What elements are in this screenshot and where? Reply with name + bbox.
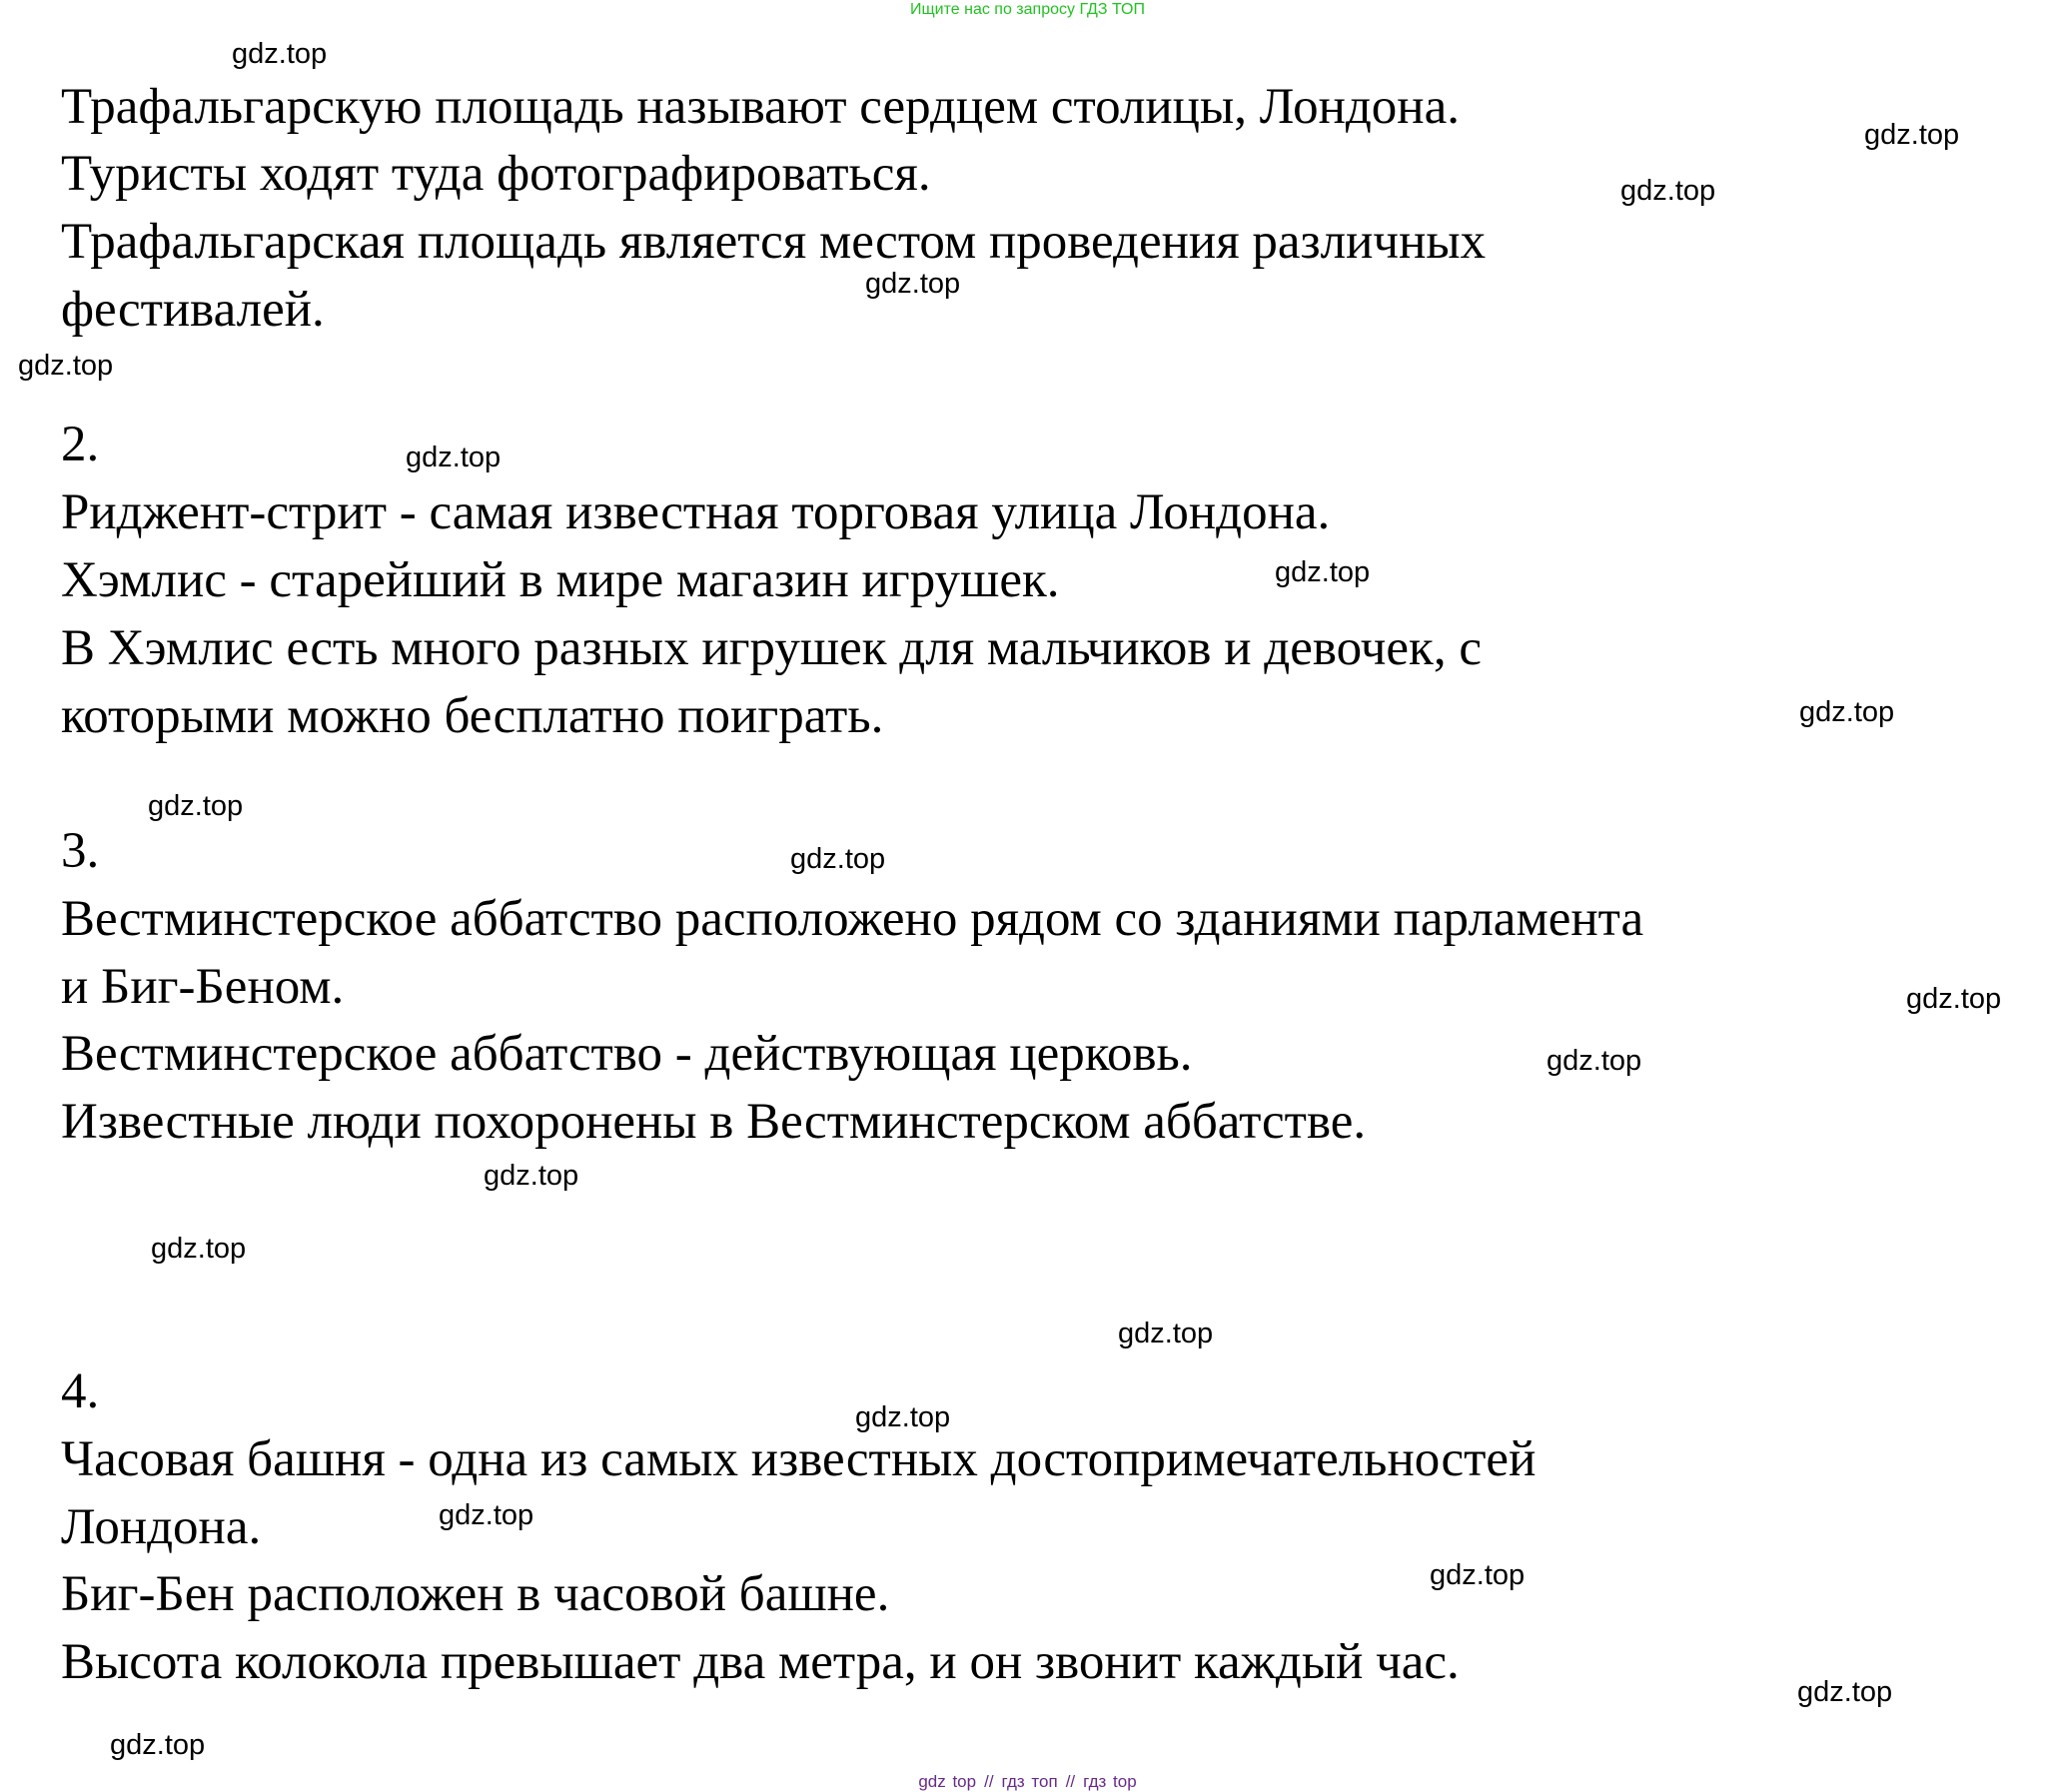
text-line: Трафальгарскую площадь называют сердцем столицы, Лондона. bbox=[61, 79, 1460, 135]
watermark: gdz.top bbox=[1546, 1045, 1642, 1077]
text-line: Хэмлис - старейший в мире магазин игрушек. bbox=[61, 552, 1060, 608]
watermark: gdz.top bbox=[18, 350, 114, 382]
watermark: gdz.top bbox=[406, 442, 502, 473]
watermark: gdz.top bbox=[1797, 1676, 1893, 1708]
section-number: 3. bbox=[61, 823, 100, 879]
watermark: gdz.top bbox=[148, 790, 244, 822]
watermark: gdz.top bbox=[484, 1160, 579, 1192]
footer-link[interactable]: гдз top bbox=[1083, 1772, 1137, 1791]
watermark: gdz.top bbox=[1799, 696, 1895, 728]
text-line: Высота колокола превышает два метра, и он звонит каждый час. bbox=[61, 1634, 1460, 1690]
text-line: Вестминстерское аббатство - действующая церковь. bbox=[61, 1026, 1193, 1082]
text-line: Риджент-стрит - самая известная торговая улица Лондона. bbox=[61, 484, 1331, 540]
text-line: и Биг-Беном. bbox=[61, 959, 345, 1015]
footer-link[interactable]: gdz top bbox=[918, 1772, 977, 1791]
watermark: gdz.top bbox=[1864, 119, 1960, 151]
footer-link[interactable]: гдз топ bbox=[1001, 1772, 1058, 1791]
watermark: gdz.top bbox=[1430, 1559, 1526, 1591]
watermark: gdz.top bbox=[1620, 175, 1716, 207]
text-line: Трафальгарская площадь является местом проведения различных bbox=[61, 214, 1487, 270]
footer bbox=[0, 1772, 2055, 1792]
text-line: Туристы ходят туда фотографироваться. bbox=[61, 146, 931, 202]
text-line: В Хэмлис есть много разных игрушек для мальчиков и девочек, с bbox=[61, 620, 1482, 676]
watermark: gdz.top bbox=[232, 38, 328, 70]
top-banner: Ищите нас по запросу ГДЗ ТОП bbox=[910, 1, 1145, 18]
watermark: gdz.top bbox=[1118, 1318, 1214, 1349]
footer-separator: // bbox=[1065, 1772, 1076, 1791]
watermark: gdz.top bbox=[1275, 556, 1371, 588]
text-line: Лондона. bbox=[61, 1499, 262, 1555]
watermark: gdz.top bbox=[855, 1401, 951, 1433]
footer-separator: // bbox=[984, 1772, 994, 1791]
text-line: Биг-Бен расположен в часовой башне. bbox=[61, 1566, 890, 1622]
watermark: gdz.top bbox=[865, 268, 961, 300]
watermark: gdz.top bbox=[1906, 983, 2002, 1015]
text-line: Известные люди похоронены в Вестминстерском аббатстве. bbox=[61, 1094, 1367, 1150]
watermark: gdz.top bbox=[439, 1499, 534, 1531]
section-number: 4. bbox=[61, 1363, 100, 1419]
text-line: фестивалей. bbox=[61, 282, 325, 338]
text-line: которыми можно бесплатно поиграть. bbox=[61, 688, 884, 744]
watermark: gdz.top bbox=[110, 1729, 206, 1761]
text-line: Вестминстерское аббатство расположено рядом со зданиями парламента bbox=[61, 891, 1644, 947]
text-line: Часовая башня - одна из самых известных достопримечательностей bbox=[61, 1431, 1537, 1487]
watermark: gdz.top bbox=[790, 843, 886, 875]
watermark: gdz.top bbox=[151, 1233, 247, 1265]
section-number: 2. bbox=[61, 417, 100, 472]
